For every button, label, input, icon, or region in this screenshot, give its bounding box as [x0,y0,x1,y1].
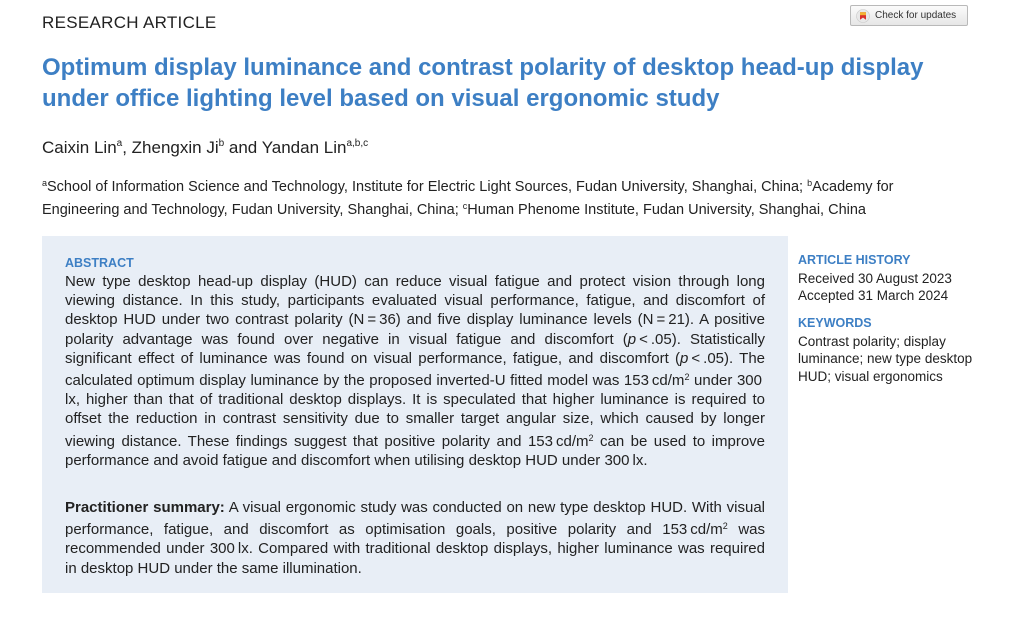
abstract-text-run: can be used to improve performance and avoid fatigue and discomfort when utilising desktop HUD under 300 lx. [65,432,766,469]
practitioner-text-run: A visual ergonomic study was conducted on new type desktop HUD. With visual performance, fatigue, and discomfort as optimisation goals, positive polarity and 153 cd/m [65,499,765,539]
abstract-text-run: < .05). The calculated optimum display luminance by the proposed inverted-U fitted model was 153 cd/m [65,349,765,390]
author-separator: , [122,138,132,157]
practitioner-superscript: 2 [722,521,728,532]
affiliations [42,174,962,220]
practitioner-summary-label: Practitioner summary: [65,499,225,516]
abstract-text-run: New type desktop head-up display (HUD) can reduce visual fatigue and protect vision through long viewing distance. In this study, participants evaluated visual performance, fatigue, and discomfort of desktop HUD under two contrast polarity (N = 36) and five display luminance levels (N = 21). A positive polarity advantage was found over negative in visual fatigue and discomfort ( [65,273,765,348]
affiliation-mark: a [42,178,48,188]
keywords-text: Contrast polarity; display luminance; new type desktop HUD; visual ergonomics [798,333,973,384]
abstract-text-run: < .05). Statistically significant effect of luminance was found on visual performance, fatigue, and discomfort ( [65,330,765,367]
affiliation-text: Academy for Engineering and Technology, Fudan University, Shanghai, China; [42,179,894,218]
accepted-date: Accepted 31 March 2024 [798,288,949,303]
abstract-superscript: 2 [588,432,594,443]
affiliation-mark: c [462,201,468,211]
abstract-heading: ABSTRACT [65,256,134,270]
author-separator: and [224,138,262,157]
author-name[interactable]: Zhengxin Ji [131,138,219,157]
author-affiliation-mark: a,b,c [346,138,369,149]
affiliation-text: Human Phenome Institute, Fudan University, Shanghai, China [467,202,866,218]
check-for-updates-label: Check for updates [875,10,957,21]
article-type: RESEARCH ARTICLE [42,13,217,32]
author-list [42,138,368,158]
abstract-superscript: 2 [684,372,690,383]
author-name[interactable]: Yandan Lin [261,138,347,157]
keywords-heading: KEYWORDS [798,316,872,330]
abstract-text [65,272,765,470]
article-history [798,252,998,305]
practitioner-summary [65,498,765,578]
crossmark-icon [856,9,870,23]
abstract-p-value-symbol: p [627,330,637,348]
author-affiliation-mark: a [116,138,123,149]
affiliation-text: School of Information Science and Technology, Institute for Electric Light Sources, Fudan University, Shanghai, China; [47,179,808,195]
article-history-heading: ARTICLE HISTORY [798,253,911,267]
check-for-updates-button[interactable] [850,5,968,26]
received-date: Received 30 August 2023 [798,270,952,286]
article-title: Optimum display luminance and contrast polarity of desktop head-up display under office lighting level based on visual ergonomic study [42,54,924,112]
abstract-p-value-symbol: p [680,349,689,367]
abstract-text-run: under 300 lx, higher than that of traditional desktop displays. It is speculated that higher luminance is required to offset the reduction in contrast sensitivity due to smaller target angular size, which caused by longer viewing distance. These findings suggest that positive polarity and 153 cd/m [65,372,765,450]
author-name[interactable]: Caixin Lin [42,138,117,157]
author-affiliation-mark: b [218,138,225,149]
keywords-section [798,315,978,385]
practitioner-text-run: was recommended under 300 lx. Compared with traditional desktop displays, higher luminance was required in desktop HUD under the same illumination. [65,521,766,577]
affiliation-mark: b [807,178,813,188]
